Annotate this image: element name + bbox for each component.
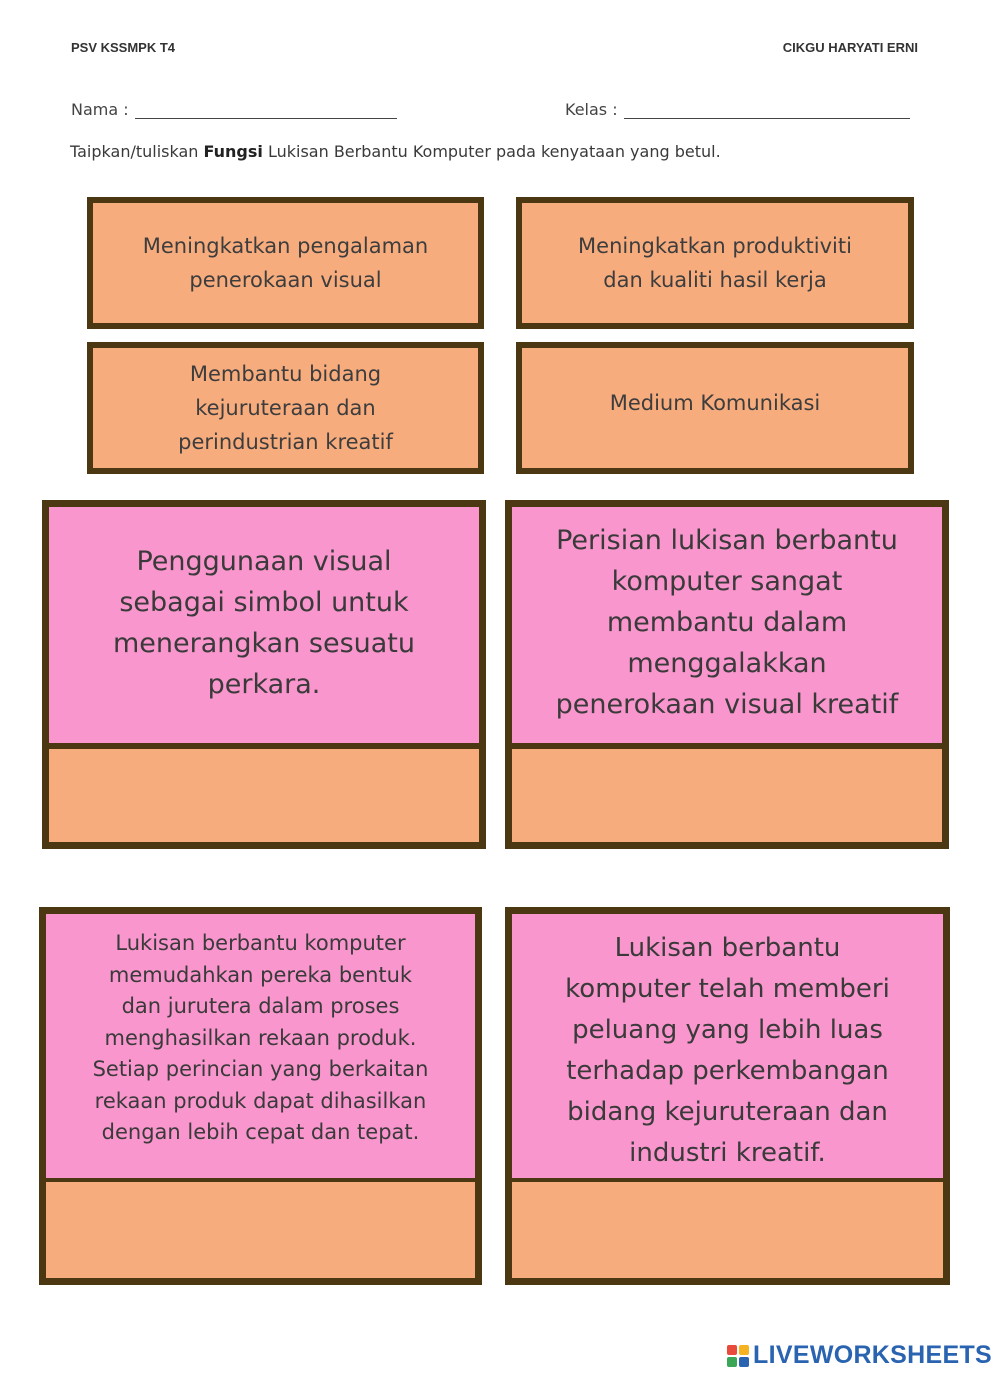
statement-3-line-7: dengan lebih cepat dan tepat. [101, 1120, 420, 1144]
instruction-after: Lukisan Berbantu Komputer pada kenyataan yang betul. [262, 142, 721, 161]
statement-4-line-6: industri kreatif. [629, 1138, 826, 1168]
statement-3-line-5: Setiap perincian yang berkaitan [92, 1057, 429, 1081]
header-left: PSV KSSMPK T4 [71, 40, 176, 55]
nama-field [71, 100, 397, 119]
option-4-line-1: Medium Komunikasi [609, 391, 821, 415]
option-2-line-2: dan kualiti hasil kerja [603, 268, 827, 292]
statement-card-3 [39, 907, 482, 1285]
statement-3-line-3: dan jurutera dalam proses [121, 994, 400, 1018]
statement-3-line-4: menghasilkan rekaan produk. [104, 1025, 417, 1050]
option-box-4[interactable] [516, 342, 914, 474]
option-3-line-3: perindustrian kreatif [178, 430, 393, 454]
statement-4-line-5: bidang kejuruteraan dan [567, 1097, 888, 1127]
nama-input-line[interactable] [135, 103, 397, 119]
statement-3-line-6: rekaan produk dapat dihasilkan [94, 1088, 427, 1113]
statement-card-1 [42, 500, 486, 849]
liveworksheets-logo-icon [727, 1345, 749, 1367]
statement-2-line-2: komputer sangat [611, 566, 843, 597]
option-3-line-1: Membantu bidang [189, 362, 382, 386]
liveworksheets-logo-text: LIVEWORKSHEETS [753, 1341, 992, 1369]
instruction [70, 142, 721, 161]
statement-card-2 [505, 500, 949, 849]
statement-2-text [512, 507, 942, 743]
statement-1-line-4: perkara. [207, 669, 321, 700]
instruction-before: Taipkan/tuliskan [70, 142, 204, 161]
kelas-field [565, 100, 910, 119]
instruction-bold: Fungsi [203, 142, 263, 161]
nama-label: Nama : [71, 100, 129, 119]
option-box-3[interactable] [87, 342, 484, 474]
liveworksheets-logo[interactable] [727, 1341, 992, 1370]
option-1-line-1: Meningkatkan pengalaman [142, 234, 429, 258]
statement-card-4 [505, 907, 950, 1285]
statement-1-line-2: sebagai simbol untuk [119, 587, 409, 618]
statement-4-line-1: Lukisan berbantu [614, 933, 841, 963]
option-box-2[interactable] [516, 197, 914, 329]
statement-3-line-1: Lukisan berbantu komputer [115, 931, 406, 955]
statement-4-line-3: peluang yang lebih luas [572, 1015, 883, 1045]
statement-4-line-4: terhadap perkembangan [566, 1056, 889, 1086]
kelas-label: Kelas : [565, 100, 618, 119]
answer-box-3[interactable] [46, 1182, 475, 1278]
statement-2-line-5: penerokaan visual kreatif [555, 689, 899, 720]
header-right: CIKGU HARYATI ERNI [782, 40, 918, 55]
statement-4-line-2: komputer telah memberi [565, 974, 890, 1004]
statement-3-line-2: memudahkan pereka bentuk [108, 962, 413, 987]
answer-box-1[interactable] [49, 749, 479, 842]
answer-box-4[interactable] [512, 1182, 943, 1278]
statement-3-text [46, 914, 475, 1178]
option-1-line-2: penerokaan visual [189, 268, 382, 292]
option-3-line-2: kejuruteraan dan [195, 396, 376, 420]
statement-2-line-4: menggalakkan [627, 648, 827, 679]
answer-box-2[interactable] [512, 749, 942, 842]
statement-2-line-1: Perisian lukisan berbantu [556, 525, 898, 556]
option-2-line-1: Meningkatkan produktiviti [578, 234, 852, 258]
statement-1-text [49, 507, 479, 743]
statement-1-line-3: menerangkan sesuatu [112, 628, 416, 659]
statement-1-line-1: Penggunaan visual [136, 546, 392, 577]
option-box-1[interactable] [87, 197, 484, 329]
statement-4-text [512, 914, 943, 1178]
kelas-input-line[interactable] [624, 103, 910, 119]
statement-2-line-3: membantu dalam [606, 607, 848, 638]
